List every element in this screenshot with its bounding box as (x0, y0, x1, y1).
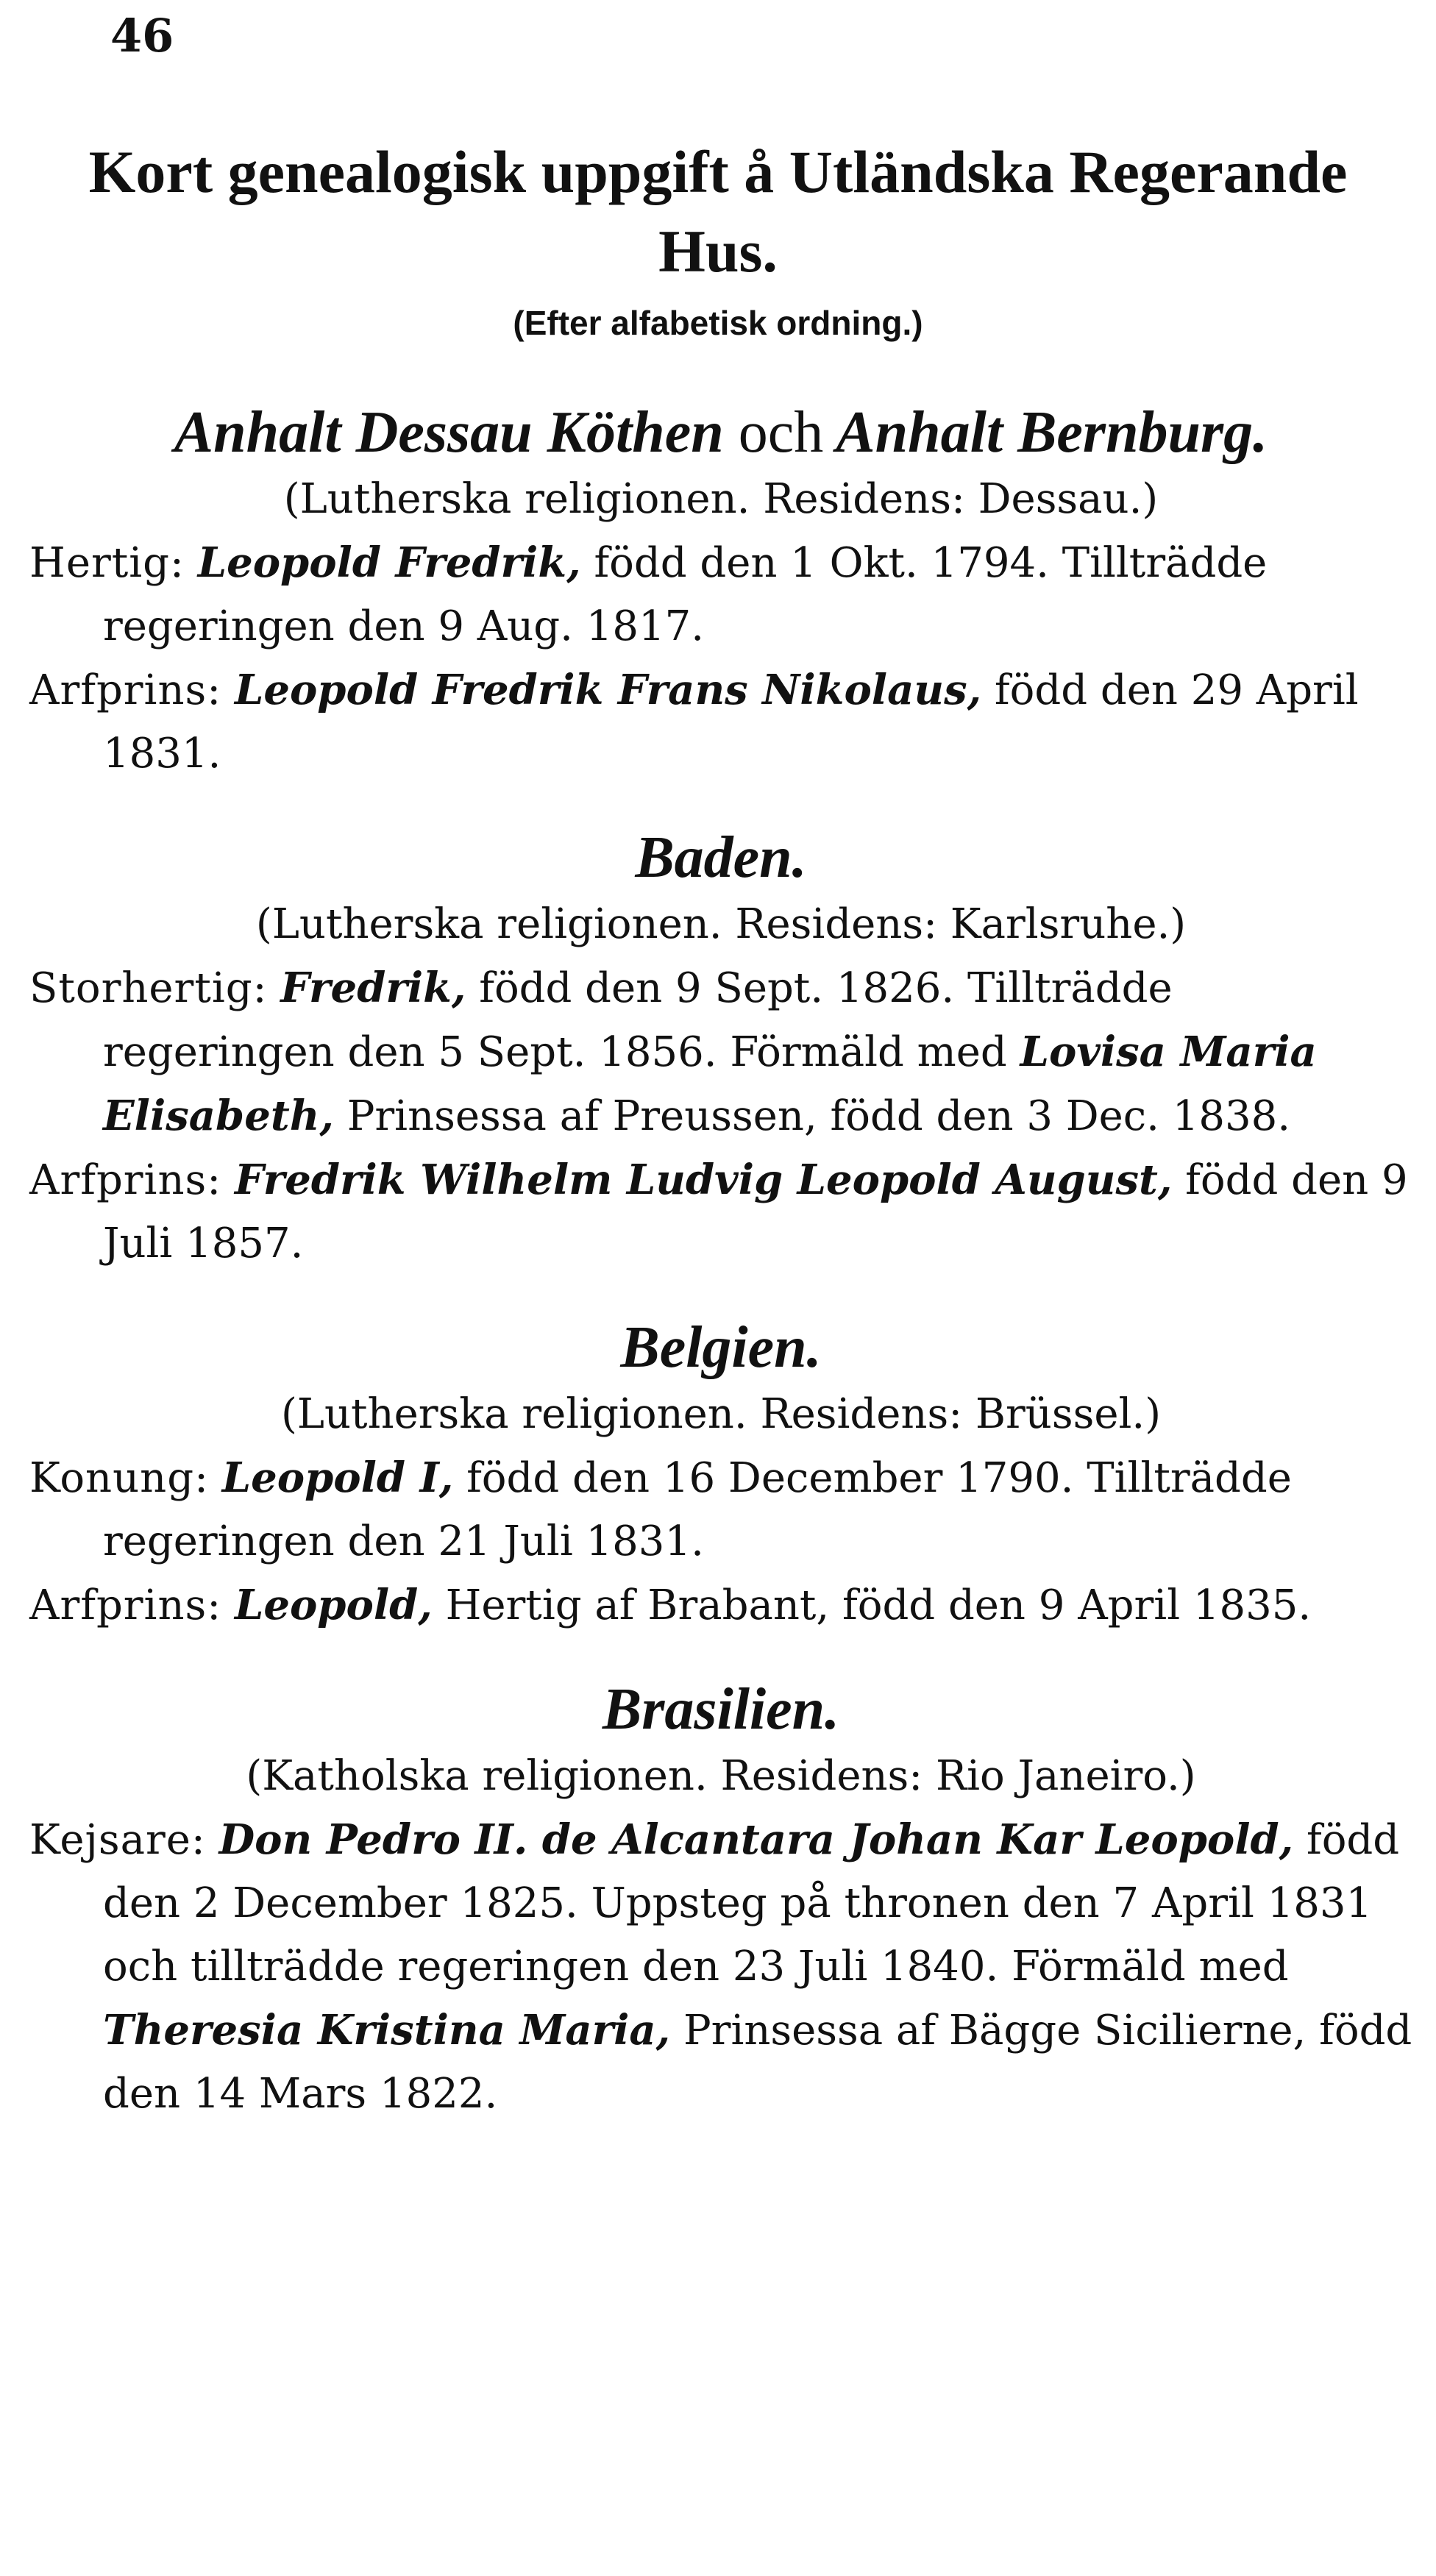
entry-text-continued: Prinsessa af Preussen, född den 3 Dec. 1838. (346, 1092, 1291, 1140)
entry-text: född den 9 Sept. 1826. Tillträdde regeringen den 5 Sept. 1856. Förmäld med (103, 964, 1173, 1076)
religion-residence-note: (Lutherska religionen. Residens: Dessau.) (283, 475, 1159, 523)
entry-text: född den 9 Juli 1857. (103, 1156, 1408, 1267)
entry-text: född den 16 December 1790. Tillträdde regeringen den 21 Juli 1831. (103, 1454, 1292, 1565)
section-anhalt (29, 397, 1412, 786)
entry-title-label: Konung: (29, 1454, 209, 1502)
genealogy-entry (29, 1573, 1412, 1637)
entry-title-label: Arfprins: (29, 1581, 222, 1629)
entry-title-label: Arfprins: (29, 666, 222, 714)
section-heading-part-a: Anhalt Dessau Köthen (174, 400, 724, 465)
entry-person-name: Leopold I, (221, 1454, 454, 1502)
entry-text-continued: Prinsessa af Bägge Sicilierne, född den 14 Mars 1822. (103, 2007, 1412, 2118)
genealogy-entry (29, 531, 1412, 658)
genealogy-entry (29, 658, 1412, 786)
section-heading: Brasilien. (602, 1677, 840, 1742)
entry-person-name: Leopold, (234, 1581, 433, 1629)
section-heading: Baden. (635, 825, 807, 890)
page-content (29, 397, 1412, 2163)
page-subtitle: (Efter alfabetisk ordning.) (513, 304, 923, 342)
section-belgien (29, 1312, 1412, 1637)
section-heading-part-b: Anhalt Bernburg. (836, 400, 1268, 465)
entry-text: född den 1 Okt. 1794. Tillträdde regeringen den 9 Aug. 1817. (103, 539, 1268, 650)
section-heading-conjunction: och (738, 400, 824, 465)
entry-spouse-name: Theresia Kristina Maria, (103, 2006, 671, 2054)
entry-spouse-name: Lovisa Maria Elisabeth, (103, 1028, 1317, 1140)
entry-text: född den 2 December 1825. Uppsteg på thronen den 7 April 1831 och tillträdde regeringen den 23 Juli 1840. Förmäld med (103, 1816, 1400, 1990)
entry-person-name: Fredrik, (280, 964, 466, 1012)
page-header (0, 132, 1436, 349)
entry-title-label: Hertig: (29, 539, 185, 587)
entry-text: Hertig af Brabant, född den 9 April 1835. (445, 1581, 1312, 1629)
entry-person-name: Leopold Fredrik Frans Nikolaus, (234, 666, 982, 714)
genealogy-entry (29, 956, 1412, 1148)
entry-person-name: Fredrik Wilhelm Ludvig Leopold August, (234, 1156, 1173, 1204)
genealogy-entry (29, 1446, 1412, 1573)
religion-residence-note: (Lutherska religionen. Residens: Karlsruhe.) (255, 900, 1187, 948)
genealogy-entry (29, 1148, 1412, 1275)
religion-residence-note: (Lutherska religionen. Residens: Brüssel.) (280, 1390, 1162, 1438)
genealogy-entry (29, 1808, 1412, 2126)
entry-title-label: Storhertig: (29, 964, 268, 1012)
entry-title-label: Kejsare: (29, 1816, 206, 1864)
section-heading (88, 397, 1354, 468)
section-heading: Belgien. (620, 1315, 822, 1380)
religion-residence-note: (Katholska religionen. Residens: Rio Janeiro.) (246, 1752, 1196, 1800)
entry-person-name: Don Pedro II. de Alcantara Johan Kar Leopold, (218, 1815, 1294, 1864)
entry-person-name: Leopold Fredrik, (197, 538, 581, 587)
entry-text: född den 29 April 1831. (103, 666, 1359, 778)
section-baden (29, 822, 1412, 1275)
page-title: Kort genealogisk uppgift å Utländska Regerande Hus. (88, 138, 1348, 285)
entry-title-label: Arfprins: (29, 1156, 222, 1204)
section-brasilien (29, 1674, 1412, 2126)
page-number: 46 (110, 9, 174, 63)
